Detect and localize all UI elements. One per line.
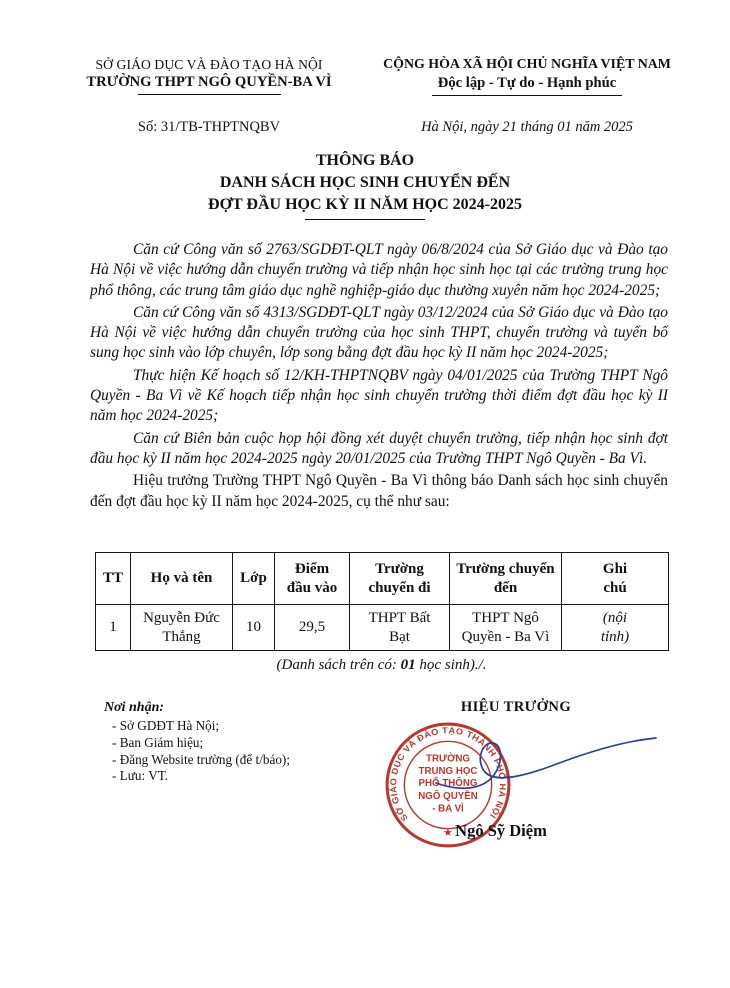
title-line-3: ĐỢT ĐẦU HỌC KỲ II NĂM HỌC 2024-2025 (208, 196, 522, 213)
cell-tt: 1 (96, 605, 131, 651)
title-underline (305, 219, 425, 220)
stamp-center-line: NGÔ QUYỀN (418, 791, 478, 803)
place-date-line: Hà Nội, ngày 21 tháng 01 năm 2025 (421, 119, 633, 135)
issuing-org-block (58, 57, 360, 95)
motto-underline (432, 95, 622, 96)
national-header-block (372, 57, 682, 96)
cell-from-school: THPT Bất Bạt (350, 605, 450, 651)
col-header-grade: Lớp (233, 553, 275, 605)
document-title-block (0, 150, 730, 220)
col-header-name: Họ và tên (131, 553, 233, 605)
cell-to-school: THPT Ngô Quyền - Ba Vì (450, 605, 562, 651)
paragraph-legal-basis-2: Căn cứ Công văn số 4313/SGDĐT-QLT ngày 03/12/2024 của Sở Giáo dục và Đào tạo Hà Nội về việc hướng dẫn chuyển trường của học sinh THPT, chuyển trường và tuyển bổ sung học sinh vào lớp chuyên, lớp song bằng đợt đầu học kỳ II năm học 2024-2025; (90, 303, 668, 362)
cell-grade: 10 (233, 605, 275, 651)
recipient-item: - Ban Giám hiệu; (112, 734, 204, 750)
col-header-note: Ghi chú (562, 553, 669, 605)
paragraph-legal-basis-3: Thực hiện Kế hoạch số 12/KH-THPTNQBV ngày 04/01/2025 của Trường THPT Ngô Quyền - Ba Vì về Kế hoạch tiếp nhận học sinh chuyển trường thời điểm đợt đầu học kỳ II năm học 2024-2025; (90, 366, 668, 425)
recipient-item: - Sở GDĐT Hà Nội; (112, 718, 220, 733)
table-row (96, 605, 669, 651)
recipient-item: - Lưu: VT. (112, 768, 169, 784)
cell-score: 29,5 (275, 605, 350, 651)
title-line-2: DANH SÁCH HỌC SINH CHUYỂN ĐẾN (219, 174, 511, 191)
cell-note: (nội tỉnh) (562, 605, 669, 651)
caption-prefix: (Danh sách trên có: (276, 657, 401, 673)
col-header-to-school: Trường chuyển đến (450, 553, 562, 605)
stamp-center-line: TRUNG HỌC (418, 765, 478, 777)
caption-suffix: học sinh)./. (415, 657, 487, 673)
org-underline (138, 94, 281, 95)
national-motto: Độc lập - Tự do - Hạnh phúc (437, 75, 617, 91)
caption-count: 01 (400, 657, 416, 673)
recipient-item: - Đăng Website trường (để t/báo); (112, 751, 290, 767)
org-school-name: TRƯỜNG THPT NGÔ QUYỀN-BA VÌ (86, 74, 332, 90)
national-title: CỘNG HÒA XÃ HỘI CHỦ NGHĨA VIỆT NAM (383, 57, 671, 72)
stamp-center-line: - BA VÌ (432, 803, 464, 815)
recipients-label: Nơi nhận: (104, 700, 165, 715)
paragraph-legal-basis-1: Căn cứ Công văn số 2763/SGDĐT-QLT ngày 06/8/2024 của Sở Giáo dục và Đào tạo Hà Nội về việc hướng dẫn chuyển trường và tiếp nhận học sinh học tại các trường trung học phổ thông, các trung tâm giáo dục nghề nghiệp-giáo dục thường xuyên năm học 2024-2025; (90, 241, 668, 299)
stamp-center-line: TRƯỜNG (426, 753, 470, 765)
signer-name: Ngô Sỹ Diệm (455, 821, 547, 840)
table-caption (95, 657, 668, 674)
paragraph-legal-basis-4: Căn cứ Biên bản cuộc họp hội đồng xét duyệt chuyển trường, tiếp nhận học sinh đợt đầu học kỳ II năm học 2024-2025 ngày 20/01/2025 của Trường THPT Ngô Quyền - Ba Vì. (90, 429, 668, 467)
student-transfer-table (95, 552, 669, 651)
title-line-1: THÔNG BÁO (315, 152, 415, 169)
stamp-ring-text: SỞ GIÁO DỤC VÀ ĐÀO TẠO THÀNH PHỐ HÀ NỘI (388, 725, 508, 824)
org-parent-name: SỞ GIÁO DỤC VÀ ĐÀO TẠO HÀ NỘI (95, 57, 323, 72)
document-body (90, 240, 668, 514)
paragraph-announcement: Hiệu trưởng Trường THPT Ngô Quyền - Ba Vì thông báo Danh sách học sinh chuyển đến đợt đầu học kỳ II năm học 2024-2025, cụ thể như sau: (90, 472, 668, 510)
recipients-block (104, 700, 290, 785)
col-header-score: Điểm đầu vào (275, 553, 350, 605)
document-number: Số: 31/TB-THPTNQBV (137, 119, 281, 135)
stamp-center-line: PHỔ THÔNG (418, 778, 478, 790)
signer-title: HIỆU TRƯỞNG (460, 699, 572, 715)
cell-name: Nguyễn Đức Thắng (131, 605, 233, 651)
col-header-from-school: Trường chuyển đi (350, 553, 450, 605)
table-header-row (96, 553, 669, 605)
col-header-tt: TT (96, 553, 131, 605)
stamp-star-icon: ★ (442, 826, 454, 839)
